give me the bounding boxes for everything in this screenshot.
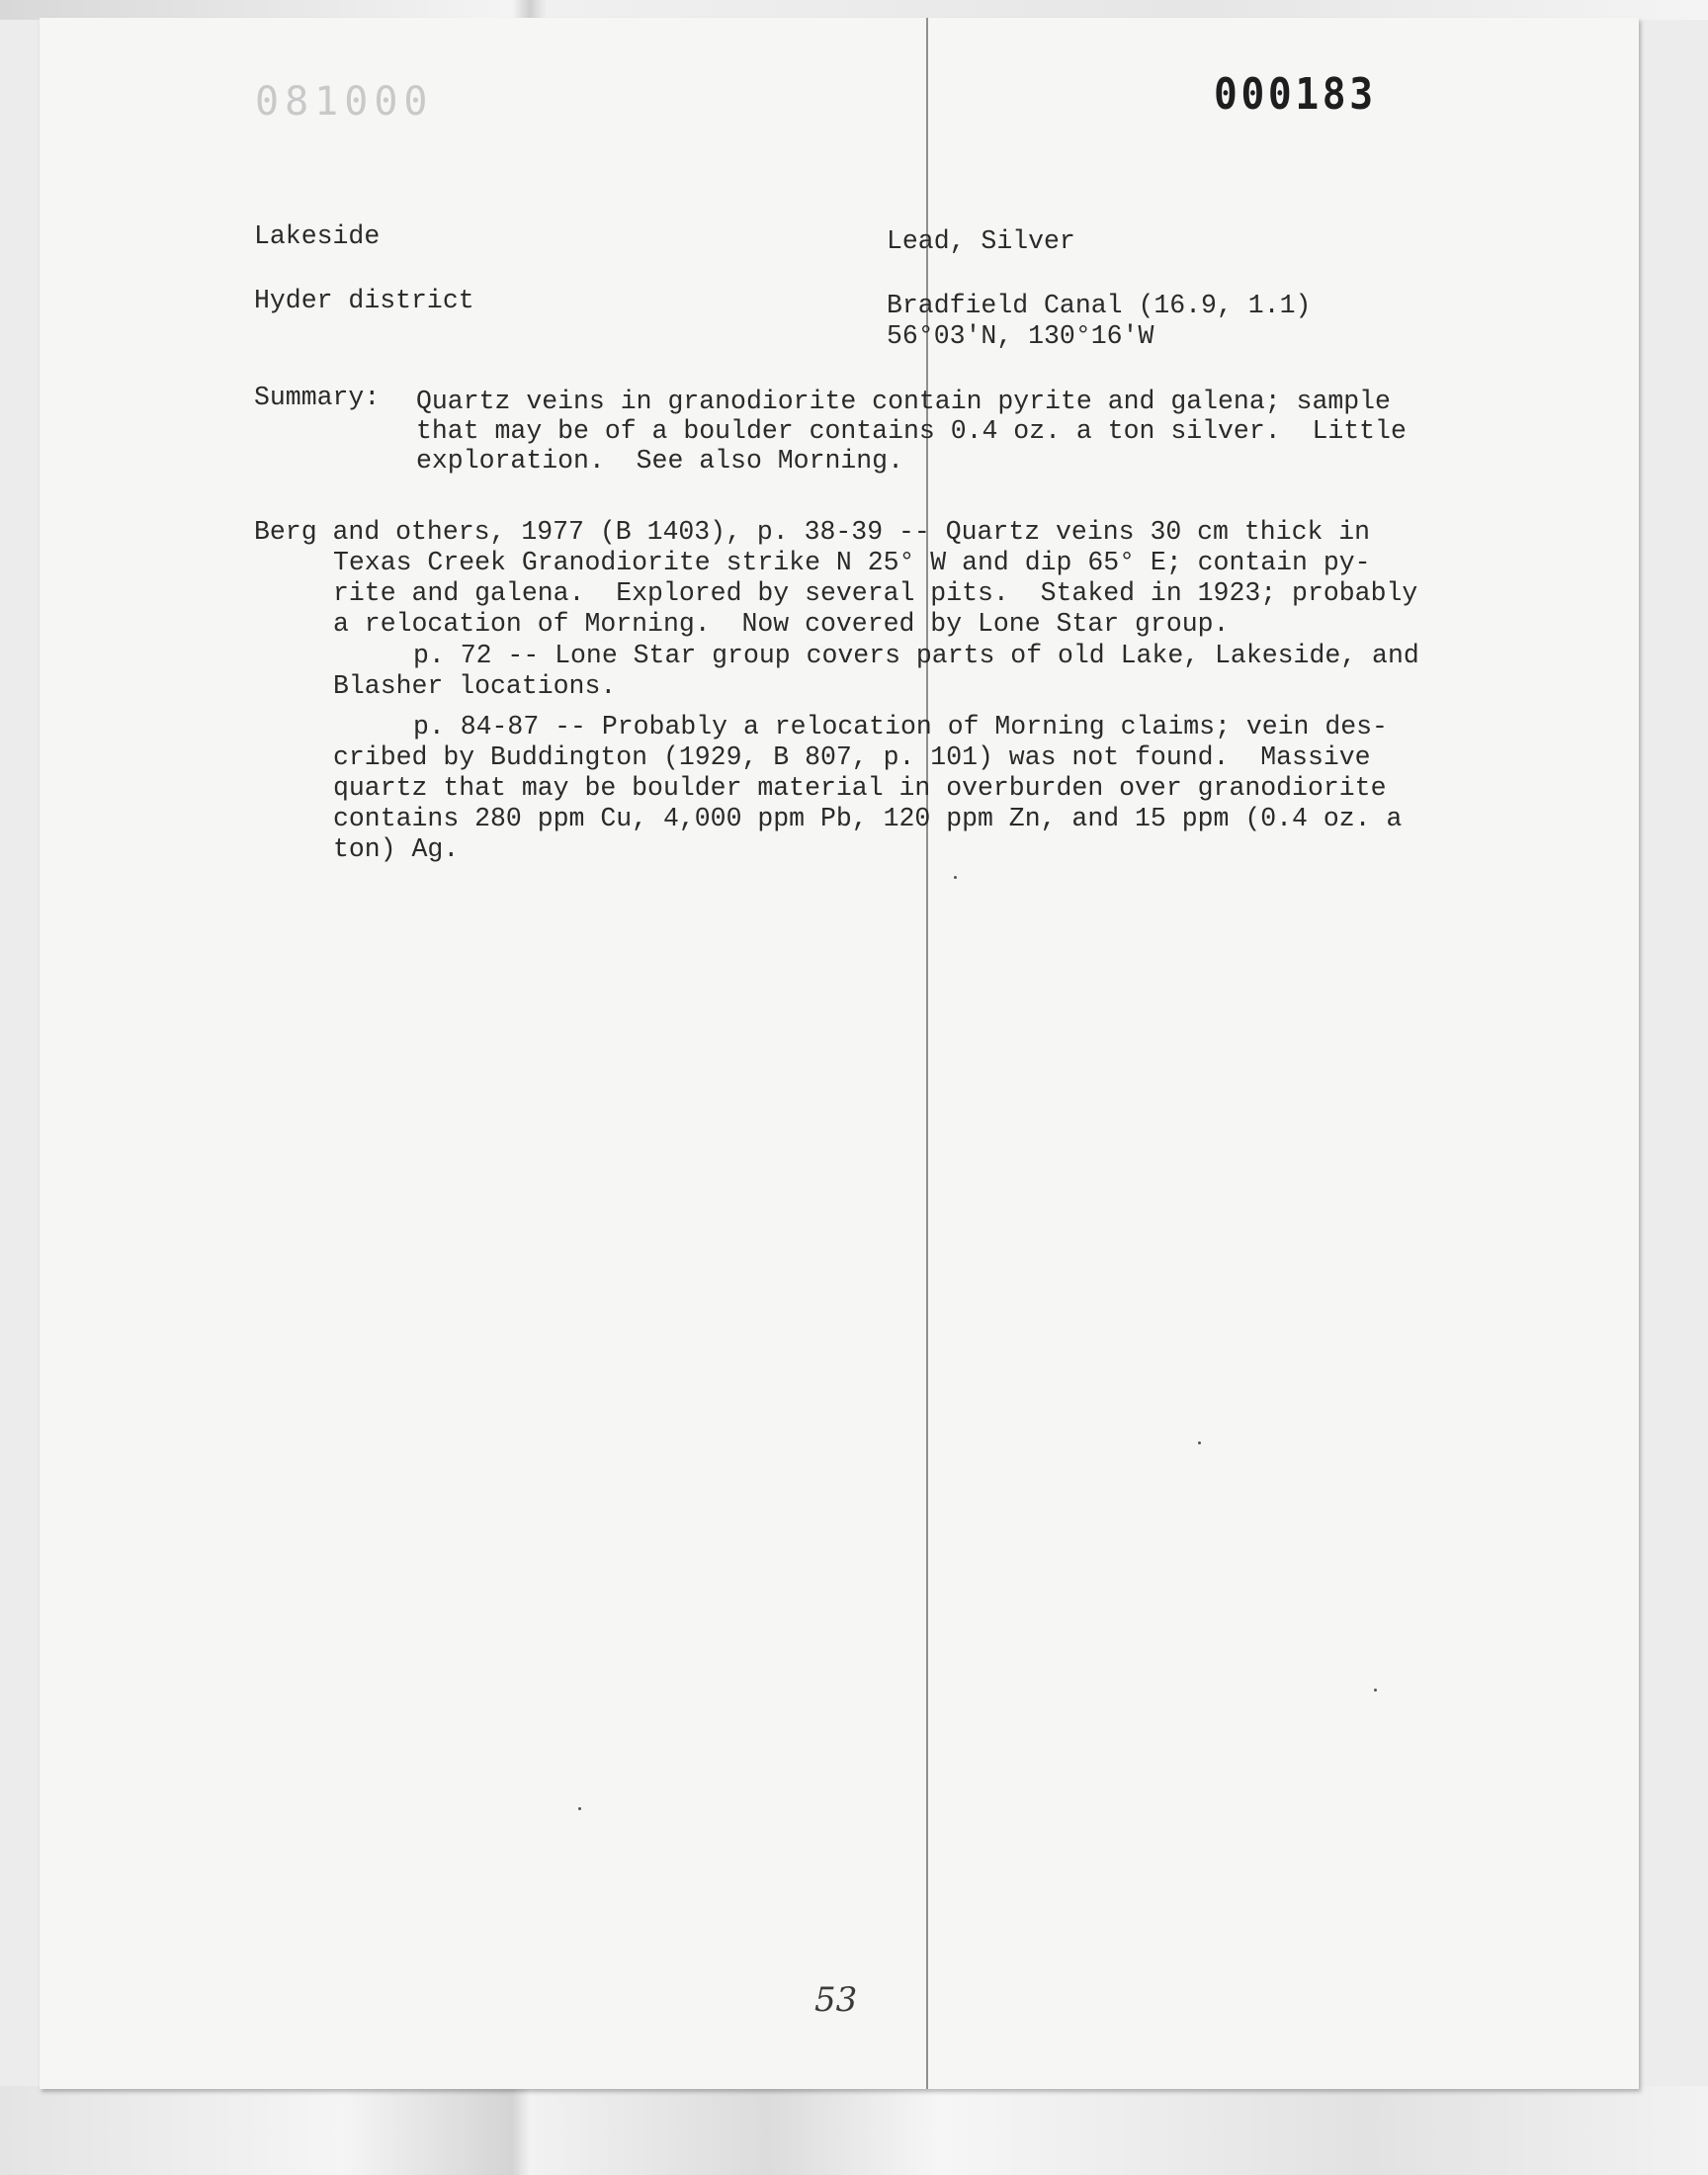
summary-label: Summary: bbox=[254, 383, 381, 412]
reference-line: rite and galena. Explored by several pits. Staked in 1923; probably bbox=[333, 578, 1418, 608]
commodities: Lead, Silver bbox=[887, 226, 1075, 256]
faded-stamp-number: 081000 bbox=[255, 79, 434, 125]
property-name: Lakeside bbox=[254, 221, 381, 251]
reference-line: Berg and others, 1977 (B 1403), p. 38-39 -- Quartz veins 30 cm thick in bbox=[254, 517, 1371, 547]
summary-line: that may be of a boulder contains 0.4 oz. a ton silver. Little bbox=[416, 416, 1407, 446]
reference-line: Texas Creek Granodiorite strike N 25° W and dip 65° E; contain py- bbox=[333, 548, 1371, 577]
summary-line: Quartz veins in granodiorite contain pyrite and galena; sample bbox=[416, 387, 1391, 416]
reference-line: a relocation of Morning. Now covered by Lone Star group. bbox=[333, 609, 1230, 639]
coordinates: 56°03'N, 130°16'W bbox=[887, 321, 1154, 351]
quadrangle: Bradfield Canal (16.9, 1.1) bbox=[887, 291, 1312, 320]
scanner-edge-top bbox=[0, 0, 1708, 20]
scan-speck bbox=[954, 876, 957, 879]
scan-speck bbox=[578, 1807, 581, 1810]
document-page bbox=[40, 18, 1639, 2089]
reference-line: p. 84-87 -- Probably a relocation of Morning claims; vein des- bbox=[413, 712, 1388, 741]
reference-line: ton) Ag. bbox=[333, 834, 460, 864]
stamp-number: 000183 bbox=[1214, 69, 1377, 120]
scanner-edge-bottom bbox=[0, 2086, 1708, 2175]
reference-line: p. 72 -- Lone Star group covers parts of old Lake, Lakeside, and bbox=[413, 641, 1419, 670]
scan-speck bbox=[1374, 1689, 1377, 1692]
reference-line: quartz that may be boulder material in overburden over granodiorite bbox=[333, 773, 1387, 803]
reference-line: Blasher locations. bbox=[333, 671, 617, 701]
reference-line: contains 280 ppm Cu, 4,000 ppm Pb, 120 ppm Zn, and 15 ppm (0.4 oz. a bbox=[333, 804, 1403, 833]
page-number: 53 bbox=[814, 1980, 858, 2020]
scan-speck bbox=[1198, 1441, 1201, 1444]
reference-line: cribed by Buddington (1929, B 807, p. 101) was not found. Massive bbox=[333, 742, 1371, 772]
district: Hyder district bbox=[254, 286, 474, 315]
summary-line: exploration. See also Morning. bbox=[416, 446, 903, 476]
